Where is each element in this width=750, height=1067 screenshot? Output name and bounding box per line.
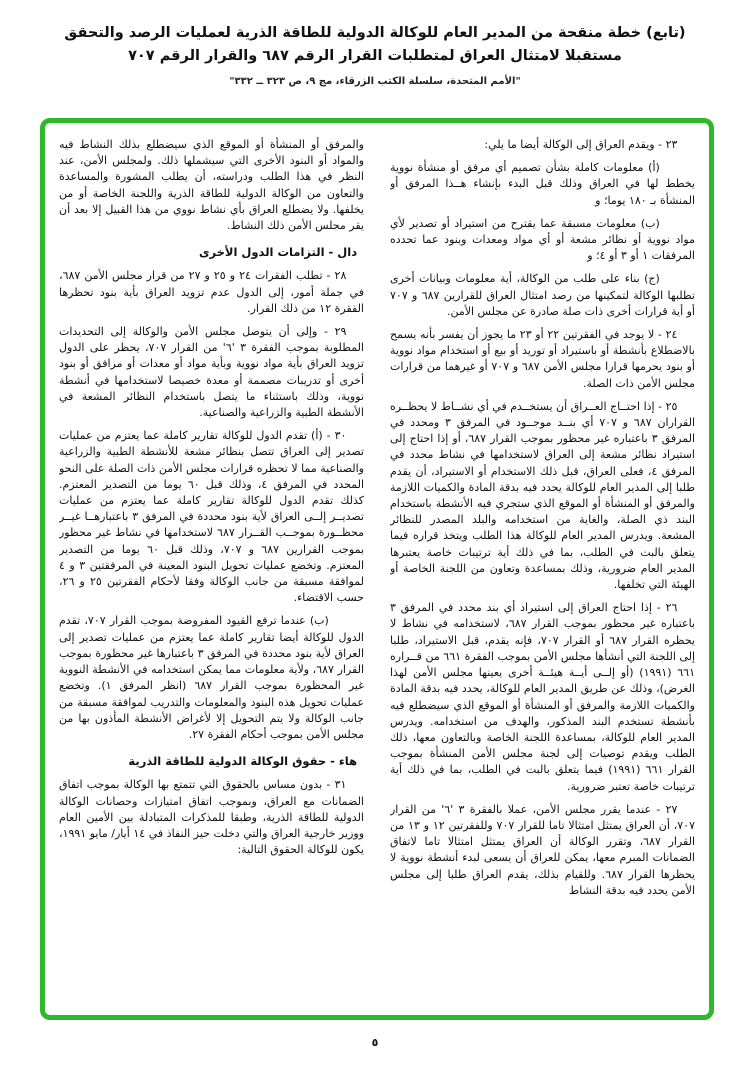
paragraph-27-continuation: والمرفق أو المنشأة أو الموقع الذي سيضطلع بذلك النشاط فيه والمواد أو البنود الأخرى التي سيشملها ذلك. ولمجلس الأمن، عند النظر في هذا الطلب ودراسته، أن يطلب المشورة والمساعدة والتعاون من الوكالة الدولية للطاقة الذرية واللجنة الخاصة أو من يخلفها. ولا يضطلع العراق بأي نشاط نووي من هذا القبيل إلا بعد أن يقر مجلس الأمن ذلك النشاط. (59, 138, 364, 233)
paragraph-26: ٢٦ - إذا احتاج العراق إلى استيراد أي بند محدد في المرفق ٣ باعتباره غير محظور بموجب القرار ٦٨٧، لاستخدامه في نشاط لا يحظره القرار ٦٨٧ أو القرار ٧٠٧، فإنه يقدم، قبل الاستيراد، طلبا إلى اللجنة التي أنشأها مجلس الأمن بموجب الفقرة ٦٦١ من قــراره ٦٦١ (١٩٩١) (أو إلــى أيــة هيئــة أخرى يعينها مجلس الأمن لهذا الغرض)، وذلك عن طريق المدير العام للوكالة، يحدد فيه بدقة المادة والكميات اللازمة والمرفق أو المنشأة أو الموقع الذي سيضطلع فيه بأنشطة تستخدم البند المذكور، والهدف من استخدامه. ويدرس المدير العام للوكالة، بمساعدة اللجنة الخاصة وبالتعاون معها، ذلك الطلب ويقدم توصيات إلى لجنة مجلس الأمن المنشأة بموجب القرار ٦٦١ (١٩٩١) فيما يتعلق بالبت في الطلب، بما في ذلك أية ترتيبات خاصة تعتبر ضرورية. (390, 601, 695, 793)
paragraph-30-a: ٣٠ - (أ) تقدم الدول للوكالة تقارير كاملة عما يعتزم من عمليات تصدير إلى العراق تتصل بنظائر مشعة للأنشطة الطبية والزراعية والصناعية مما لا تحظره قرارات مجلس الأمن ذات الصلة على النحو المحدد في المرفق ٤، وذلك قبل ٦٠ يوما من التصدير المعتزم. كذلك تقدم الدول للوكالة تقارير كاملة عما يعتزم من عمليات تصديــر إلــى العراق لأية بنود محددة في المرفق ٣ باعتبارهــا غيــر محظــورة بموجــب القــرار ٦٨٧ لاستخدامها في نشاط غير محظور بموجب القرارين ٦٨٧ و ٧٠٧، وذلك قبل ٦٠ يوما من التصدير المعتزم. وتخضع عمليات تحويل البنود المعينة في المرفقتين ٣ و ٤ لموافقة مسبقة من جانب الوكالة وفقا لأحكام الفقرتين ٢٥ و ٢٦، حسب الاقتضاء. (59, 429, 364, 605)
paragraph-28: ٢٨ - تطلب الفقرات ٢٤ و ٢٥ و ٢٧ من قرار مجلس الأمن ٦٨٧، في جملة أمور، إلى الدول عدم تزويد العراق بأية بنود تحظرها الفقرة ١٢ من ذلك القرار. (59, 269, 364, 315)
document-title-line1: (تابع) خطة منقحة من المدير العام للوكالة الدولية للطاقة الذرية لعمليات الرصد والتحقق (64, 25, 686, 41)
paragraph-24: ٢٤ - لا يوجد في الفقرتين ٢٢ أو ٢٣ ما يجوز أن يفسر بأنه يسمح بالاضطلاع بأنشطة أو باستيراد أو توريد أو بيع أو استخدام مواد نووية أو بنود يحرمها قرارا مجلس الأمن ٦٨٧ و ٧٠٧ أو غيرهما من قرارات مجلس الأمن ذات الصلة. (390, 328, 695, 390)
section-heading-haa: هاء - حقوق الوكالة الدولية للطاقة الذرية (128, 754, 358, 769)
paragraph-29: ٢٩ - وإلى أن يتوصل مجلس الأمن والوكالة إلى التحديدات المطلوبة بموجب الفقرة ٣ '٦' من القرار ٧٠٧، يحظر على الدول تزويد العراق بأية مواد نووية وبأية مواد أو معدات أو مرافق أو بنود أخرى أو تدريبات مصممة أو معدة خصيصا لاستخدامها في أنشطة نووية، وذلك باستثناء ما يتصل باستخدام النظائر المشعة في الأنشطة الطبية والزراعية والصناعية. (59, 325, 364, 420)
document-title-line2: مستقبلا لامتثال العراق لمتطلبات القرار الرقم ٦٨٧ والقرار الرقم ٧٠٧ (128, 48, 622, 64)
green-border-frame (40, 118, 714, 1020)
source-citation: "الأمم المتحدة، سلسلة الكتب الزرقاء، مج ٩، ص ٣٢٣ ــ ٣٣٢" (229, 76, 521, 87)
section-heading-dal: دال - التزامات الدول الأخرى (198, 245, 358, 260)
paragraph-23: ٢٣ - ويقدم العراق إلى الوكالة أيضا ما يلي: (484, 138, 678, 151)
document-header (0, 22, 750, 87)
subparagraph-23-a: (أ) معلومات كاملة بشأن تصميم أي مرفق أو منشأة نووية يخطط لها في العراق وذلك قبل البدء بإنشاء هــذا المرفق أو المنشأة بـ ١٨٠ يوما؛ و (390, 161, 695, 207)
text-columns (59, 137, 695, 1005)
paragraph-25: ٢٥ - إذا احتــاج العــراق أن يستخــدم في أي نشــاط لا يحظــره القراران ٦٨٧ و ٧٠٧ أي بنــد موجــود في المرفق ٣ ومحدد في المرفق ٣ باعتباره غير محظور بموجب القرار ٦٨٧، أو إذا احتاج إلى استيراد نظائر مشعة إلى العراق لاستخدامها في نشاط محدد في المرفق ٤، فعلى العراق، قبل ذلك الاستخدام أو الاستيراد، أن يقدم طلبا إلى المدير العام للوكالة يحدد فيه بدقة المادة والكميات اللازمة والمرفق أو المنشأة أو الموقع الذي ستجري فيه الأنشطة باستخدام البند ذي الصلة، والغاية من استخدامه والبلد المصدر للنظائر المشعة. ويدرس المدير العام للوكالة هذا الطلب ويتخذ قراره فيما يتعلق بالبت في الطلب، بما في ذلك أية ترتيبات خاصة يعتبرها المدير العام ضرورية، وذلك بمساعدة وتعاون من اللجنة الخاصة أو الهيئة التي تخلفها. (390, 399, 695, 592)
subparagraph-23-b: (ب) معلومات مسبقة عما يقترح من استيراد أو تصدير لأي مواد نووية أو نظائر مشعة أو أي مواد ومعدات وبنود عما تحدده المرفقات ١ أو ٣ أو ٤؛ و (390, 216, 695, 263)
page-number: ٥ (371, 1036, 379, 1049)
column-right (390, 137, 695, 1005)
paragraph-31: ٣١ - بدون مساس بالحقوق التي تتمتع بها الوكالة بموجب اتفاق الضمانات مع العراق، وبموجب اتفاق امتيازات وحصانات الوكالة الدولية للطاقة الذرية، وطبقا للمذكرات المتبادلة بين الأمين العام ووزير خارجية العراق والتي دخلت حيز النفاذ في ١٤ أيار/ مايو ١٩٩١، يكون للوكالة الحقوق التالية: (59, 778, 364, 857)
column-left (59, 137, 364, 1005)
paragraph-27: ٢٧ - عندما يقرر مجلس الأمن، عملا بالفقرة ٣ '٦' من القرار ٧٠٧، أن العراق يمتثل امتثالا تاما للقرار ٧٠٧ وللفقرتين ١٢ و ١٣ من القرار ٦٨٧، وتقرر الوكالة أن العراق يمتثل امتثالا تاما لاتفاق الضمانات المبرم معها، يمكن للعراق أن يسعى لبدء أنشطة نووية لا يحظرها القرار ٦٨٧. وللقيام بذلك، يقدم العراق طلبا إلى مجلس الأمن يحدد فيه بدقة النشاط (390, 802, 695, 897)
subparagraph-23-c: (ج) بناء على طلب من الوكالة، أية معلومات وبيانات أخرى تطلبها الوكالة لتمكينها من رصد امتثال العراق للقرارين ٦٨٧ و ٧٠٧ أو أية قرارات أخرى ذات صلة صادرة عن مجلس الأمن. (390, 272, 695, 318)
paragraph-30-b: (ب) عندما ترفع القيود المفروضة بموجب القرار ٧٠٧، تقدم الدول للوكالة أيضا تقارير كاملة عما يعتزم من عمليات تصدير إلى العراق لأية بنود محددة في المرفق ٣ باعتبارها غير محظورة بموجب القرار ٦٨٧، ولأية معلومات مما يمكن استخدامه في الأنشطة النووية غير المحظورة بموجب القرار ٦٨٧ (انظر المرفق ١). وتخضع عمليات تحويل هذه البنود والمعلومات والتدريب لموافقة مسبقة من جانب الوكالة ولا يتم التحويل إلا لأغراض الأنشطة المأذون بها من مجلس الأمن بموجب أحكام الفقرة ٢٧. (59, 614, 364, 741)
